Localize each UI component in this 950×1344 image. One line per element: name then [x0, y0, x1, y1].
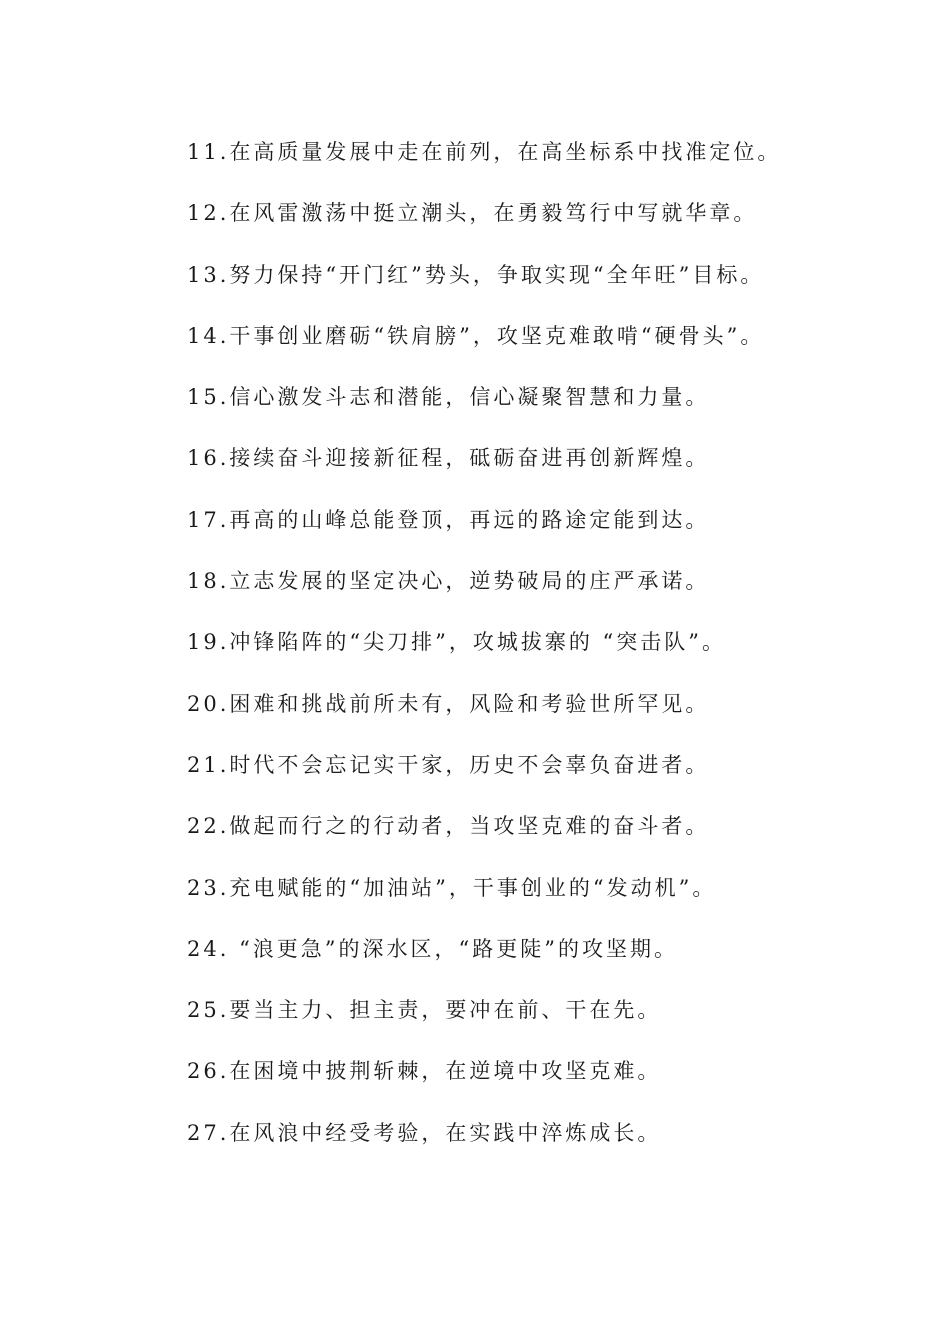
slogan-line-19: 19.冲锋陷阵的“尖刀排”，攻城拔寨的 “突击队”。 [187, 630, 727, 655]
slogan-line-20: 20.困难和挑战前所未有，风险和考验世所罕见。 [187, 691, 710, 716]
slogan-line-23: 23.充电赋能的“加油站”，干事创业的“发动机”。 [187, 875, 717, 900]
slogan-line-21: 21.时代不会忘记实干家，历史不会辜负奋进者。 [187, 752, 710, 777]
slogan-line-27: 27.在风浪中经受考验，在实践中淬炼成长。 [187, 1120, 662, 1145]
slogan-line-14: 14.干事创业磨砺“铁肩膀”，攻坚克难敢啃“硬骨头”。 [187, 323, 765, 348]
slogan-list [187, 133, 927, 1175]
slogan-line-16: 16.接续奋斗迎接新征程，砥砺奋进再创新辉煌。 [187, 446, 710, 471]
slogan-line-12: 12.在风雷激荡中挺立潮头，在勇毅笃行中写就华章。 [187, 201, 758, 226]
slogan-line-15: 15.信心激发斗志和潜能，信心凝聚智慧和力量。 [187, 385, 710, 410]
slogan-line-13: 13.努力保持“开门红”势头，争取实现“全年旺”目标。 [187, 262, 765, 287]
slogan-line-18: 18.立志发展的坚定决心，逆势破局的庄严承诺。 [187, 569, 710, 594]
slogan-line-26: 26.在困境中披荆斩棘，在逆境中攻坚克难。 [187, 1059, 662, 1084]
slogan-line-24: 24. “浪更急”的深水区，“路更陡”的攻坚期。 [187, 936, 679, 961]
slogan-line-11: 11.在高质量发展中走在前列，在高坐标系中找准定位。 [187, 140, 782, 164]
slogan-line-25: 25.要当主力、担主责，要冲在前、干在先。 [187, 998, 662, 1023]
slogan-line-22: 22.做起而行之的行动者，当攻坚克难的奋斗者。 [187, 814, 710, 839]
slogan-line-17: 17.再高的山峰总能登顶，再远的路途定能到达。 [187, 507, 710, 532]
